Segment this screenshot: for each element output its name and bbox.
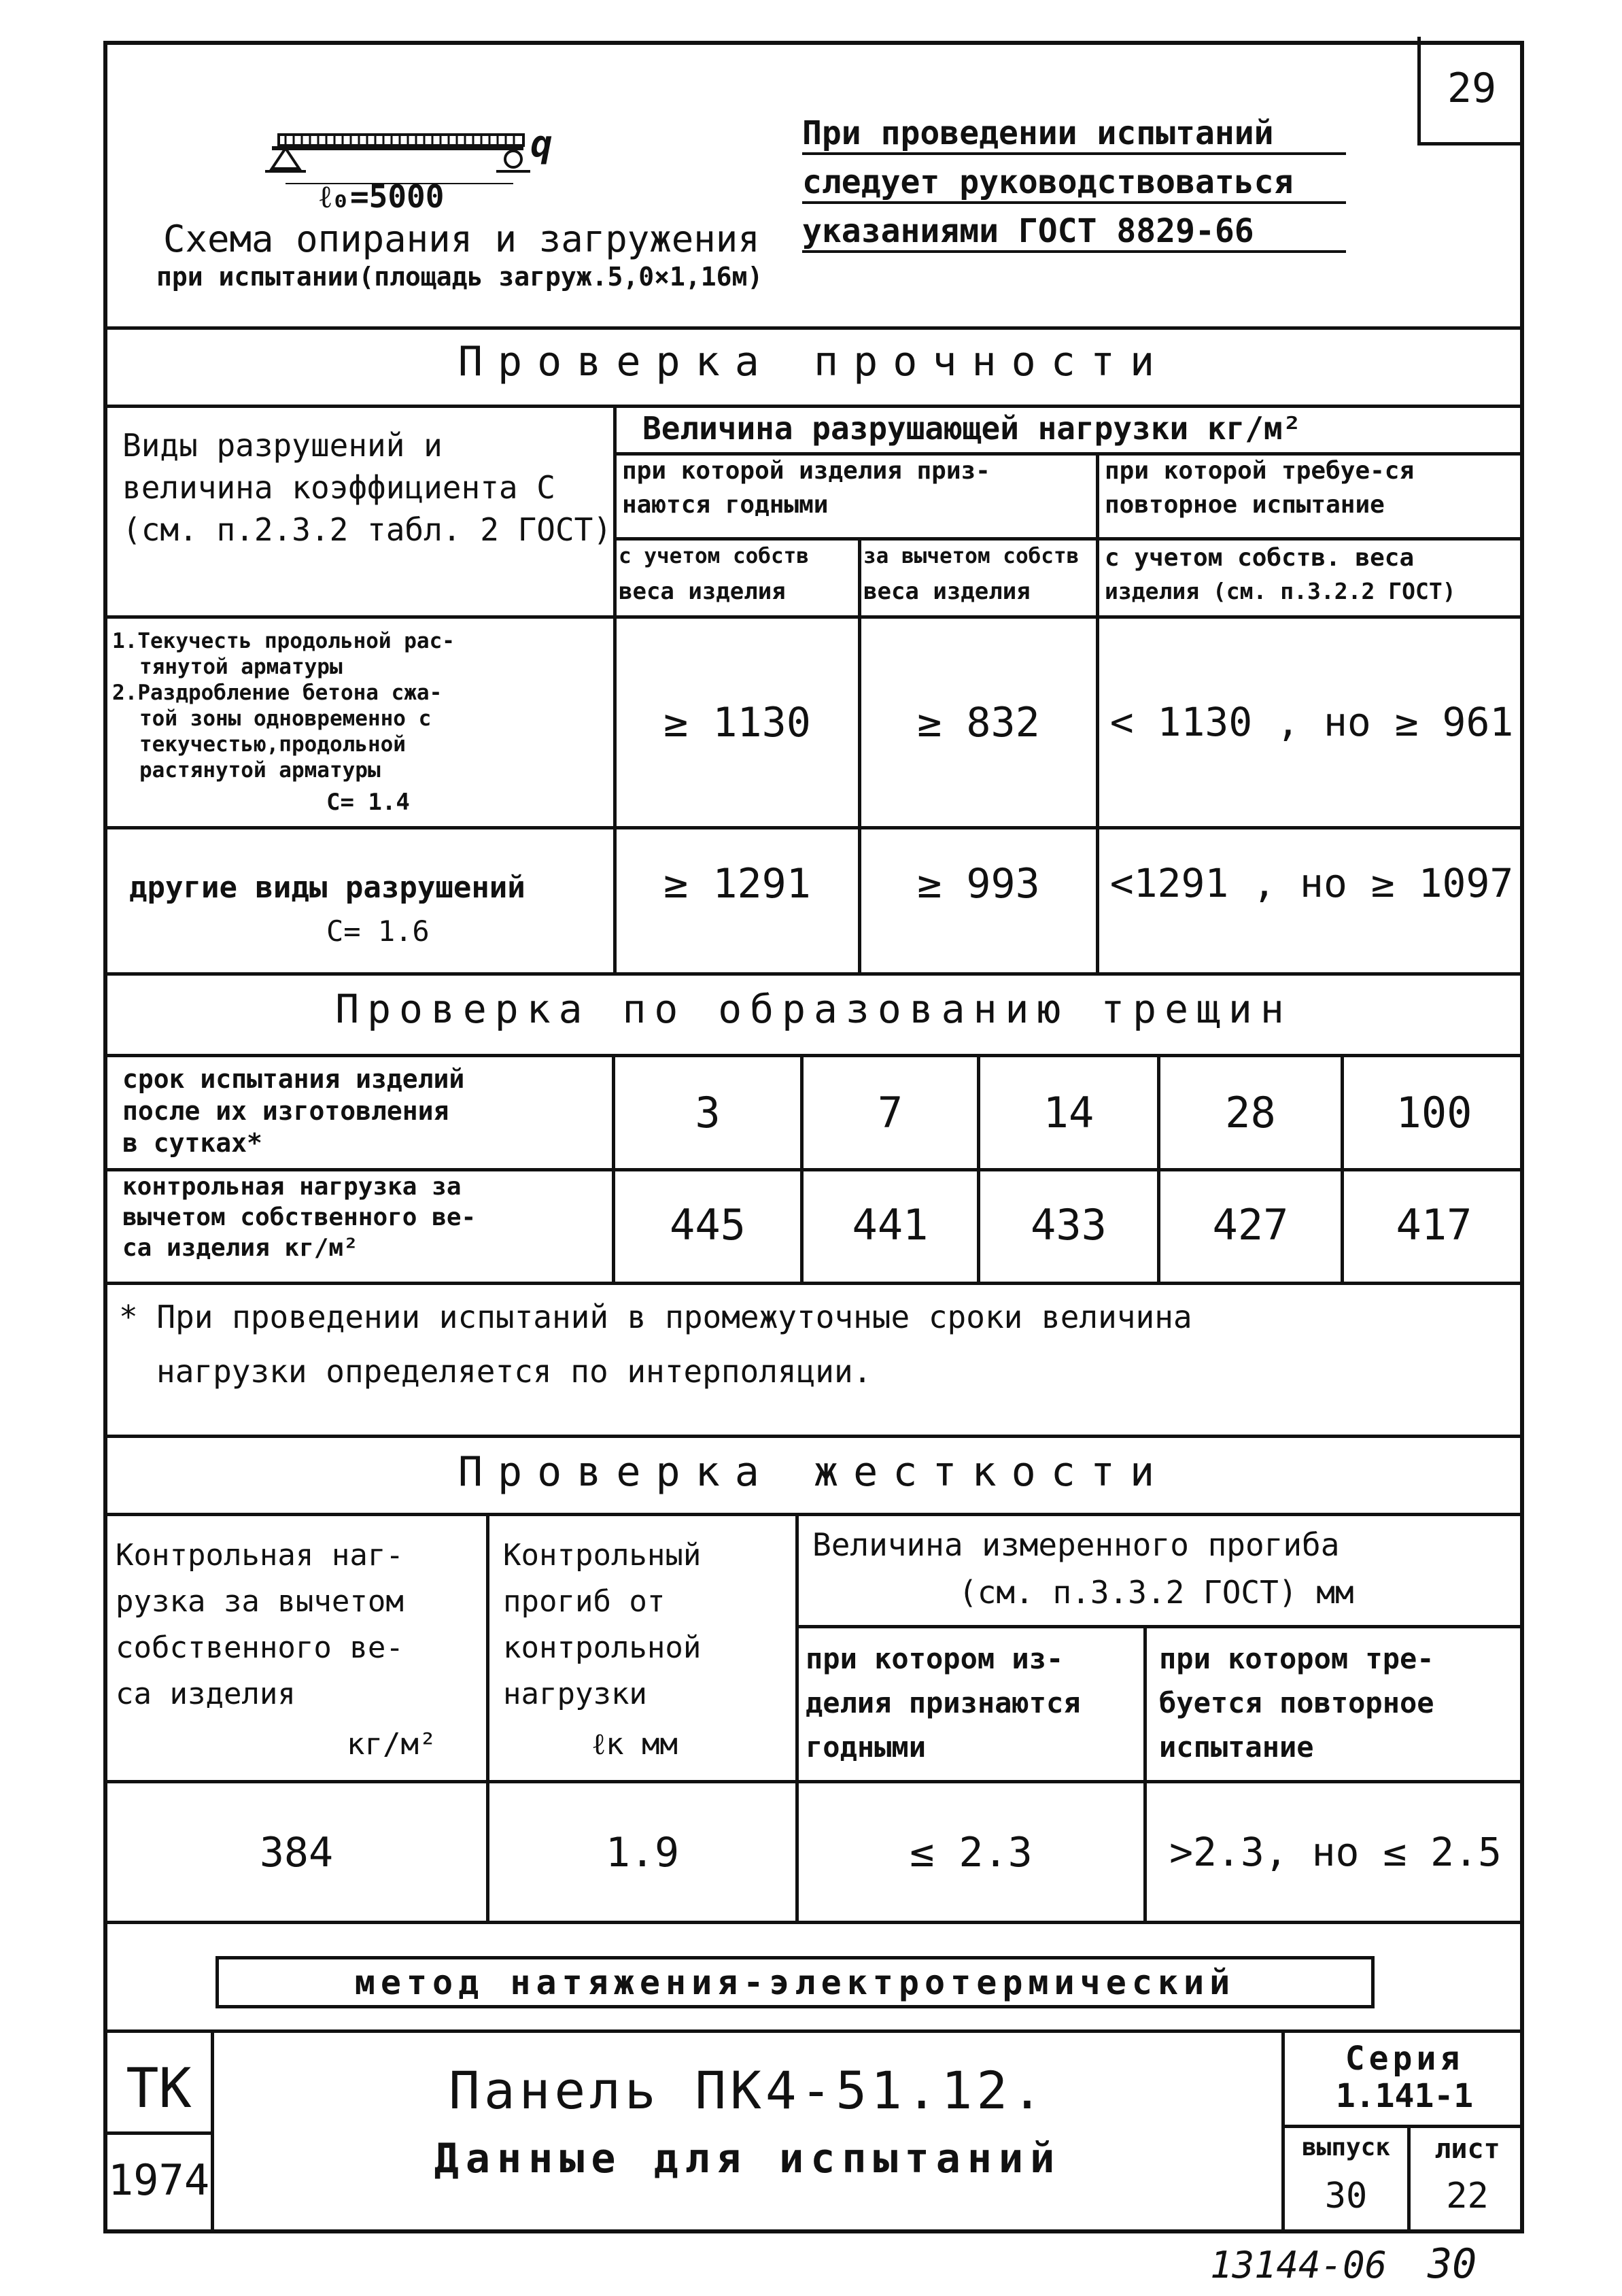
col-types-header-3: (см. п.2.3.2 табл. 2 ГОСТ) — [122, 511, 612, 548]
org-code: ТК — [126, 2057, 192, 2120]
crack-footnote-1: * При проведении испытаний в промежуточные сроки величина — [119, 1299, 1192, 1335]
minus-weight-header-1: за вычетом собств — [863, 544, 1080, 568]
strength-row-2-retest: <1291 , но ≥ 1097 — [1109, 860, 1514, 906]
stiff-retest-line-2: буется повторное — [1159, 1686, 1434, 1719]
accepted-header-2: наются годными — [622, 491, 829, 519]
crack-days-label-2: после их изготовления — [122, 1096, 449, 1126]
stiff-accepted-line-1: при котором из- — [806, 1642, 1064, 1675]
scheme-caption-2: при испытании(площадь загруж.5,0×1,16м) — [156, 262, 763, 292]
crack-footnote-2: нагрузки определяется по интерполяции. — [156, 1353, 872, 1390]
stiff-col2-line-3: контрольной — [503, 1630, 702, 1665]
stiff-value-accepted: ≤ 2.3 — [910, 1829, 1033, 1877]
sheet-number: 29 — [1447, 65, 1497, 112]
stiff-col2-line-1: Контрольный — [503, 1538, 702, 1573]
beam-load-hatching — [279, 135, 523, 145]
crack-load-1: 445 — [670, 1200, 746, 1250]
retest-header-1: при которой требуе-ся — [1105, 457, 1415, 485]
deflection-header-2: (см. п.3.3.2 ГОСТ) мм — [959, 1574, 1354, 1611]
crack-day-5: 100 — [1396, 1088, 1472, 1137]
retest-header-2: повторное испытание — [1105, 491, 1385, 519]
stiff-col2-line-5: ℓк мм — [591, 1727, 678, 1762]
note-line-3: указаниями ГОСТ 8829-66 — [802, 212, 1346, 253]
method-text: метод натяжения-электротермический — [354, 1963, 1236, 2002]
strength-row-2-type-2: С= 1.6 — [326, 914, 430, 948]
stiff-col1-line-4: са изделия — [116, 1677, 296, 1711]
stiff-accepted-line-2: делия признаются — [806, 1686, 1081, 1719]
retest-sub-header-1: с учетом собств. веса — [1105, 544, 1415, 572]
stiff-value-retest: >2.3, но ≤ 2.5 — [1169, 1829, 1502, 1875]
stiff-accepted-line-3: годными — [806, 1730, 927, 1764]
crack-load-4: 427 — [1212, 1200, 1289, 1250]
stiff-col2-line-4: нагрузки — [503, 1677, 647, 1711]
retest-sub-header-2: изделия (см. п.3.2.2 ГОСТ) — [1105, 578, 1456, 604]
document-title-2: Данные для испытаний — [434, 2135, 1062, 2182]
stiffness-title: Проверка жесткости — [458, 1448, 1170, 1496]
col-types-header-1: Виды разрушений и — [122, 427, 443, 464]
footer-page: 30 — [1428, 2240, 1477, 2288]
stiff-col1-line-5: кг/м² — [347, 1727, 437, 1762]
issue-value: 30 — [1324, 2176, 1368, 2216]
document-title-1: Панель ПК4-51.12. — [449, 2060, 1047, 2121]
stiff-col2-line-2: прогиб от — [503, 1584, 666, 1619]
load-symbol: q — [530, 122, 553, 165]
strength-row-2-with-weight: ≥ 1291 — [663, 860, 811, 908]
crack-day-4: 28 — [1225, 1088, 1276, 1137]
note-line-1: При проведении испытаний — [802, 114, 1346, 155]
cracks-title: Проверка по образованию трещин — [335, 986, 1292, 1032]
scheme-caption-1: Схема опирания и загружения — [163, 218, 760, 260]
note-line-2: следует руководствоваться — [802, 163, 1346, 204]
series-label: Серия — [1345, 2040, 1464, 2078]
accepted-header-1: при которой изделия приз- — [622, 457, 990, 485]
with-weight-header-2: веса изделия — [619, 578, 786, 605]
with-weight-header-1: с учетом собств — [619, 544, 809, 568]
strength-row-1-with-weight: ≥ 1130 — [663, 699, 811, 747]
stiff-value-control-load: 384 — [259, 1829, 334, 1877]
strength-row-2-type-1: другие виды разрушений — [129, 870, 525, 905]
series-value: 1.141-1 — [1335, 2077, 1474, 2115]
sheet-value: 22 — [1446, 2176, 1489, 2216]
strength-row-2-minus-weight: ≥ 993 — [917, 860, 1040, 908]
roller-support-icon — [505, 151, 521, 167]
crack-days-label-1: срок испытания изделий — [122, 1064, 465, 1094]
deflection-header-1: Величина измеренного прогиба — [812, 1526, 1340, 1563]
strength-row-1-retest: < 1130 , но ≥ 961 — [1109, 699, 1514, 745]
crack-load-2: 441 — [852, 1200, 929, 1250]
stiff-col1-line-2: рузка за вычетом — [116, 1584, 404, 1619]
stiff-value-control-deflection: 1.9 — [605, 1829, 680, 1877]
stiff-col1-line-1: Контрольная наг- — [116, 1538, 404, 1573]
span-label: ℓ₀=5000 — [320, 178, 445, 215]
stiff-retest-line-3: испытание — [1159, 1730, 1314, 1764]
minus-weight-header-2: веса изделия — [863, 578, 1031, 605]
strength-title: Проверка прочности — [458, 338, 1170, 385]
stiff-retest-line-1: при котором тре- — [1159, 1642, 1434, 1675]
stiff-col1-line-3: собственного ве- — [116, 1630, 404, 1665]
load-header: Величина разрушающей нагрузки кг/м² — [642, 410, 1302, 447]
crack-days-label-3: в сутках* — [122, 1128, 262, 1158]
crack-day-2: 7 — [877, 1088, 903, 1137]
year: 1974 — [107, 2155, 210, 2205]
issue-label: выпуск — [1301, 2134, 1391, 2161]
col-types-header-2: величина коэффициента С — [122, 469, 555, 506]
pin-support-icon — [272, 148, 299, 169]
sheet-label: лист — [1434, 2134, 1500, 2165]
crack-load-label-1: контрольная нагрузка за — [122, 1173, 462, 1201]
crack-load-label-3: са изделия кг/м² — [122, 1234, 358, 1262]
crack-load-label-2: вычетом собственного ве- — [122, 1203, 477, 1231]
divider-header — [103, 326, 1524, 330]
crack-day-1: 3 — [695, 1088, 721, 1137]
crack-load-3: 433 — [1031, 1200, 1107, 1250]
crack-load-5: 417 — [1396, 1200, 1472, 1250]
footer-code: 13144-06 — [1210, 2244, 1387, 2286]
strength-row-1-minus-weight: ≥ 832 — [917, 699, 1040, 747]
crack-day-3: 14 — [1043, 1088, 1094, 1137]
